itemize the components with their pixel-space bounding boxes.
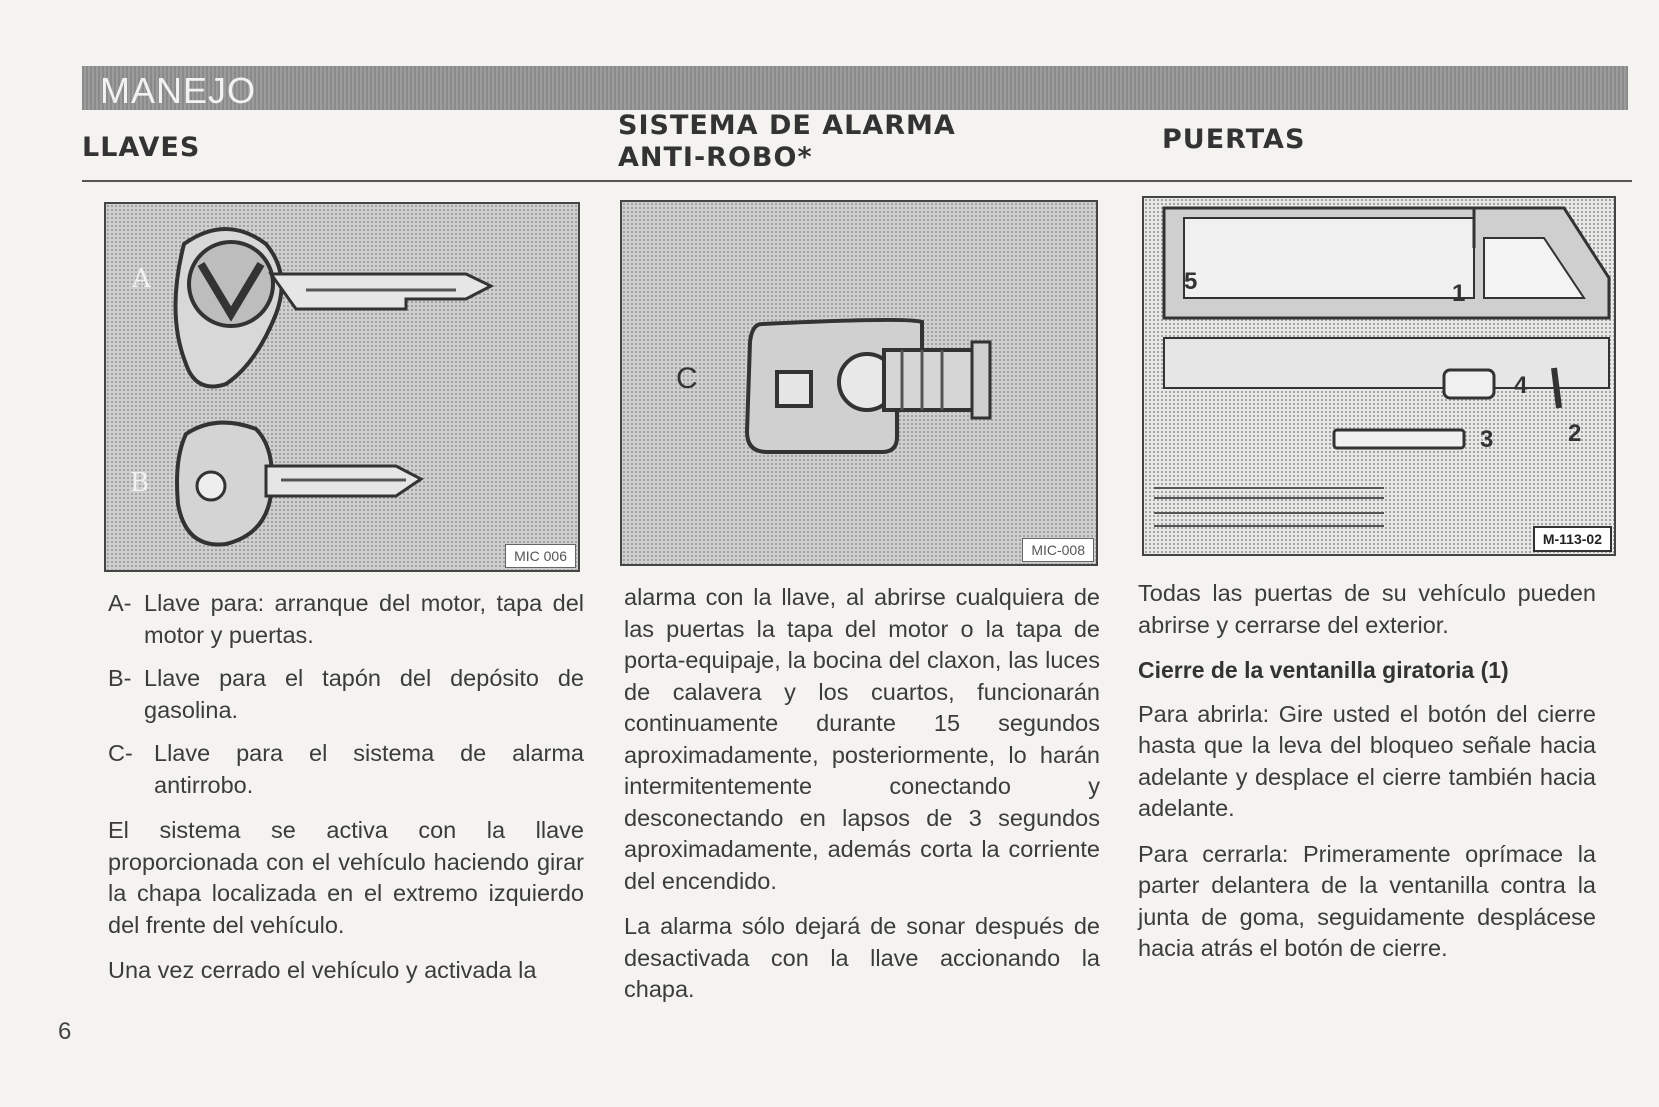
figure-alarm-key (620, 200, 1098, 566)
column-1-text (108, 588, 584, 1001)
section-title-alarma-line2: ANTI-ROBO* (618, 142, 813, 173)
key-c-label: C (676, 362, 698, 395)
paragraph: Para cerrarla: Primeramente oprímace la parter delantera de la ventanilla contra la junta de goma, seguidamente desplácese hacia atrás el botón de cierre. (1138, 840, 1596, 961)
key-b-label: B (130, 468, 150, 498)
paragraph: alarma con la llave, al abrirse cualquiera de las puertas la tapa del motor o la tapa de porta-equipaje, la bocina del claxon, las luces de calavera y los cuartos, funcionarán continuamente durante 15 segundos aproximadamente, posteriormente, lo harán intermitentemente conectando y desconectando en lapsos de 3 segundos aproximadamente, además corta la corriente del encendido. (624, 584, 1100, 894)
door-callout-1: 1 (1452, 280, 1466, 307)
paragraph: El sistema se activa con la llave proporcionada con el vehículo haciendo girar la chapa localizada en el extremo izquierdo del frente del vehículo. (108, 817, 584, 938)
paragraph: Todas las puertas de su vehículo pueden abrirse y cerrarse del exterior. (1138, 580, 1596, 638)
key-a-icon (175, 229, 491, 387)
list-item (108, 588, 584, 651)
section-title-alarma-line1: SISTEMA DE ALARMA (618, 110, 956, 141)
column-2-text (624, 582, 1100, 1020)
paragraph: Una vez cerrado el vehículo y activada la (108, 957, 537, 983)
key-a-label: A (132, 264, 151, 294)
section-title-puertas: PUERTAS (1162, 124, 1306, 155)
door-callout-5: 5 (1184, 268, 1198, 295)
door-window-icon (1154, 208, 1609, 526)
door-illustration (1144, 198, 1614, 554)
list-item-text: Llave para: arranque del motor, tapa del motor y puertas. (144, 590, 584, 648)
list-item-key: B- (108, 665, 132, 691)
section-title-llaves: LLAVES (82, 132, 201, 163)
figure-code-label: M-113-02 (1533, 526, 1612, 552)
list-item-key: A- (108, 590, 132, 616)
key-c-icon (747, 320, 990, 452)
door-callout-2: 2 (1568, 420, 1582, 447)
figure-code-label: MIC 006 (505, 544, 576, 568)
header-band (82, 66, 1628, 110)
section-title-alarma (618, 110, 956, 174)
subheading: Cierre de la ventanilla giratoria (1) (1138, 657, 1509, 683)
figure-door (1142, 196, 1616, 556)
door-callout-3: 3 (1480, 426, 1494, 453)
list-item (108, 738, 584, 801)
paragraph: La alarma sólo dejará de sonar después de desactivada con la llave accionando la chapa. (624, 913, 1100, 1002)
list-item-text: Llave para el sistema de alarma antirrobo. (154, 740, 584, 798)
page-number: 6 (58, 1018, 72, 1045)
figure-keys (104, 202, 580, 572)
list-item (108, 663, 584, 726)
paragraph: Para abrirla: Gire usted el botón del cierre hasta que la leva del bloqueo señale hacia adelante y desplace el cierre también hacia adelante. (1138, 700, 1596, 821)
section-rule (82, 180, 1632, 182)
figure-code-label: MIC-008 (1022, 538, 1094, 562)
column-3-text (1138, 578, 1596, 979)
keys-illustration (106, 204, 578, 570)
key-b-icon (177, 423, 421, 545)
list-item-text: Llave para el tapón del depósito de gasolina. (144, 665, 584, 723)
page-header-title: MANEJO (100, 70, 257, 111)
list-item-key: C- (108, 740, 133, 766)
door-callout-4: 4 (1514, 372, 1528, 399)
